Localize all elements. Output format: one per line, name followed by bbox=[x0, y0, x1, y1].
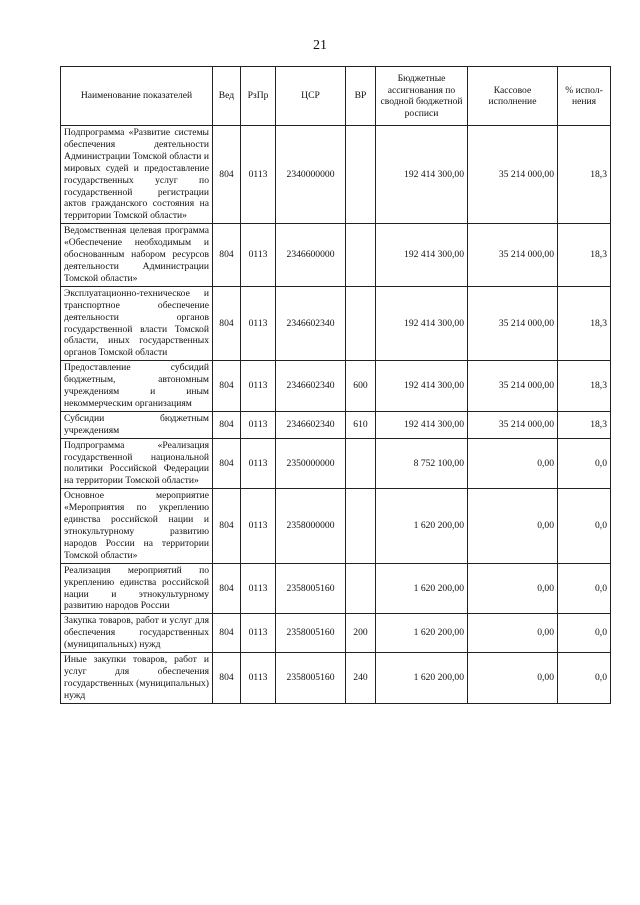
row-name: Закупка товаров, работ и услуг для обеспечения государственных (муниципальных) нужд bbox=[61, 614, 213, 653]
row-rzpr: 0113 bbox=[241, 563, 276, 614]
header-percent: % испол-нения bbox=[558, 67, 611, 126]
row-rzpr: 0113 bbox=[241, 286, 276, 360]
row-name: Субсидии бюджетным учреждениям bbox=[61, 411, 213, 438]
row-assigned: 1 620 200,00 bbox=[376, 563, 468, 614]
row-rzpr: 0113 bbox=[241, 489, 276, 563]
row-percent: 18,3 bbox=[558, 411, 611, 438]
row-cash: 0,00 bbox=[468, 489, 558, 563]
row-assigned: 192 414 300,00 bbox=[376, 411, 468, 438]
row-cash: 0,00 bbox=[468, 653, 558, 704]
table-row bbox=[61, 224, 611, 287]
row-percent: 18,3 bbox=[558, 286, 611, 360]
row-name: Эксплуатационно-техническое и транспортное обеспечение деятельности органов государственной власти Томской области, иных государственных органов Томской области bbox=[61, 286, 213, 360]
row-vr: 240 bbox=[346, 653, 376, 704]
row-assigned: 192 414 300,00 bbox=[376, 286, 468, 360]
row-assigned: 1 620 200,00 bbox=[376, 489, 468, 563]
table-row bbox=[61, 653, 611, 704]
row-ved: 804 bbox=[213, 286, 241, 360]
row-cash: 35 214 000,00 bbox=[468, 286, 558, 360]
row-ved: 804 bbox=[213, 489, 241, 563]
row-vr bbox=[346, 489, 376, 563]
row-percent: 18,3 bbox=[558, 126, 611, 224]
header-assigned: Бюджетные ассигнования по сводной бюджетной росписи bbox=[376, 67, 468, 126]
row-rzpr: 0113 bbox=[241, 614, 276, 653]
row-vr bbox=[346, 286, 376, 360]
row-cash: 0,00 bbox=[468, 563, 558, 614]
row-rzpr: 0113 bbox=[241, 438, 276, 489]
row-rzpr: 0113 bbox=[241, 361, 276, 412]
row-name: Основное мероприятие «Мероприятия по укреплению единства российской нации и этнокультурному развитию народов России на территории Томской области» bbox=[61, 489, 213, 563]
budget-execution-table bbox=[60, 66, 611, 704]
row-csr: 2358005160 bbox=[276, 653, 346, 704]
row-csr: 2358000000 bbox=[276, 489, 346, 563]
row-csr: 2346600000 bbox=[276, 224, 346, 287]
row-vr bbox=[346, 438, 376, 489]
row-cash: 35 214 000,00 bbox=[468, 411, 558, 438]
row-rzpr: 0113 bbox=[241, 653, 276, 704]
row-vr bbox=[346, 563, 376, 614]
header-cash: Кассовое исполнение bbox=[468, 67, 558, 126]
row-ved: 804 bbox=[213, 224, 241, 287]
row-vr: 200 bbox=[346, 614, 376, 653]
row-cash: 35 214 000,00 bbox=[468, 224, 558, 287]
row-vr bbox=[346, 126, 376, 224]
row-cash: 0,00 bbox=[468, 614, 558, 653]
row-vr bbox=[346, 224, 376, 287]
row-ved: 804 bbox=[213, 361, 241, 412]
row-csr: 2346602340 bbox=[276, 286, 346, 360]
row-name: Реализация мероприятий по укреплению единства российской нации и этнокультурному развитию народов России bbox=[61, 563, 213, 614]
row-assigned: 8 752 100,00 bbox=[376, 438, 468, 489]
row-percent: 18,3 bbox=[558, 361, 611, 412]
row-csr: 2358005160 bbox=[276, 563, 346, 614]
row-cash: 35 214 000,00 bbox=[468, 361, 558, 412]
row-name: Подпрограмма «Развитие системы обеспечения деятельности Администрации Томской области и мировых судей и предоставление государственных услуг по государственной регистрации актов гражданского состояния на территории Томской области» bbox=[61, 126, 213, 224]
row-percent: 0,0 bbox=[558, 489, 611, 563]
table-header-row bbox=[61, 67, 611, 126]
table-row bbox=[61, 489, 611, 563]
row-vr: 610 bbox=[346, 411, 376, 438]
header-ved: Вед bbox=[213, 67, 241, 126]
row-ved: 804 bbox=[213, 614, 241, 653]
row-percent: 0,0 bbox=[558, 653, 611, 704]
row-csr: 2350000000 bbox=[276, 438, 346, 489]
row-name: Ведомственная целевая программа «Обеспечение необходимым и обоснованным набором ресурсов деятельности Администрации Томской области» bbox=[61, 224, 213, 287]
table-row bbox=[61, 411, 611, 438]
row-csr: 2346602340 bbox=[276, 361, 346, 412]
table-row bbox=[61, 614, 611, 653]
header-csr: ЦСР bbox=[276, 67, 346, 126]
row-ved: 804 bbox=[213, 126, 241, 224]
row-name: Иные закупки товаров, работ и услуг для обеспечения государственных (муниципальных) нужд bbox=[61, 653, 213, 704]
row-percent: 0,0 bbox=[558, 563, 611, 614]
table-row bbox=[61, 126, 611, 224]
row-cash: 0,00 bbox=[468, 438, 558, 489]
table-row bbox=[61, 286, 611, 360]
header-rzpr: РзПр bbox=[241, 67, 276, 126]
row-vr: 600 bbox=[346, 361, 376, 412]
row-cash: 35 214 000,00 bbox=[468, 126, 558, 224]
row-ved: 804 bbox=[213, 653, 241, 704]
row-assigned: 1 620 200,00 bbox=[376, 653, 468, 704]
header-name: Наименование показателей bbox=[61, 67, 213, 126]
row-name: Подпрограмма «Реализация государственной национальной политики Российской Федерации на территории Томской области» bbox=[61, 438, 213, 489]
table-row bbox=[61, 361, 611, 412]
row-name: Предоставление субсидий бюджетным, автономным учреждениям и иным некоммерческим организациям bbox=[61, 361, 213, 412]
row-percent: 0,0 bbox=[558, 438, 611, 489]
row-csr: 2340000000 bbox=[276, 126, 346, 224]
row-csr: 2346602340 bbox=[276, 411, 346, 438]
row-rzpr: 0113 bbox=[241, 411, 276, 438]
row-percent: 18,3 bbox=[558, 224, 611, 287]
row-assigned: 1 620 200,00 bbox=[376, 614, 468, 653]
row-assigned: 192 414 300,00 bbox=[376, 361, 468, 412]
table-row bbox=[61, 563, 611, 614]
row-assigned: 192 414 300,00 bbox=[376, 224, 468, 287]
row-rzpr: 0113 bbox=[241, 126, 276, 224]
header-vr: ВР bbox=[346, 67, 376, 126]
row-rzpr: 0113 bbox=[241, 224, 276, 287]
page-number: 21 bbox=[313, 38, 327, 53]
row-ved: 804 bbox=[213, 438, 241, 489]
row-ved: 804 bbox=[213, 411, 241, 438]
table-row bbox=[61, 438, 611, 489]
row-ved: 804 bbox=[213, 563, 241, 614]
row-csr: 2358005160 bbox=[276, 614, 346, 653]
row-assigned: 192 414 300,00 bbox=[376, 126, 468, 224]
row-percent: 0,0 bbox=[558, 614, 611, 653]
